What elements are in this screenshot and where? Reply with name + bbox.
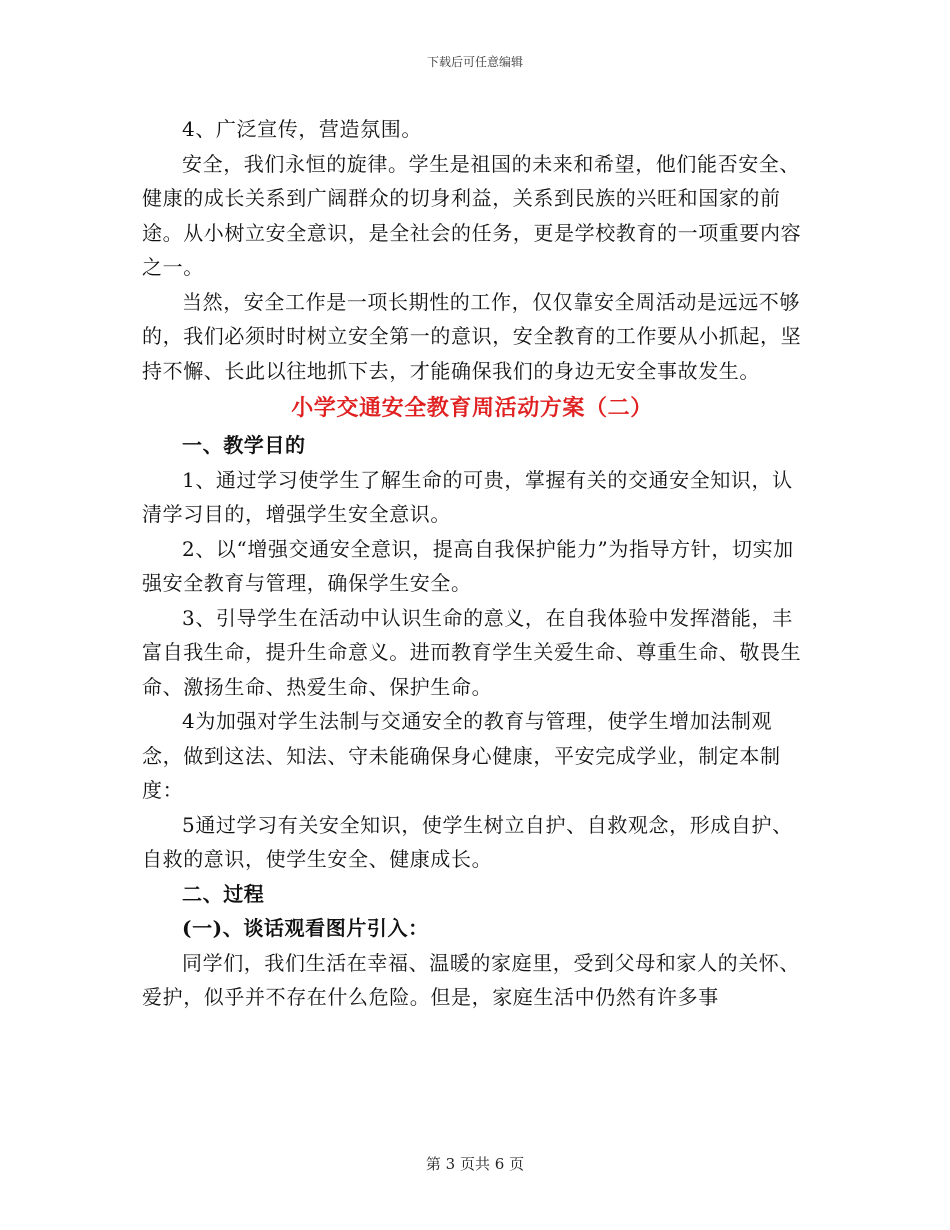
paragraph: 当然，安全工作是一项长期性的工作，仅仅靠安全周活动是远远不够的，我们必须时时树立安全第一的意识，安全教育的工作要从小抓起，坚持不懈、长此以往地抓下去，才能确保我们的身边无安全事故发生。	[142, 289, 802, 383]
section-heading: 二、过程	[182, 881, 265, 906]
subsection-heading: (一)、谈话观看图片引入：	[182, 916, 429, 940]
paragraph: 5通过学习有关安全知识，使学生树立自护、自救观念，形成自护、自救的意识，使学生安全、健康成长。	[142, 812, 793, 871]
paragraph: 4、广泛宣传，营造氛围。	[182, 117, 422, 141]
section-title: 小学交通安全教育周活动方案（二）	[291, 395, 653, 421]
page-header: 下载后可任意编辑	[426, 55, 523, 69]
paragraph: 同学们，我们生活在幸福、温暖的家庭里，受到父母和家人的关怀、爱护，似乎并不存在什么危险。但是，家庭生活中仍然有许多事	[142, 950, 800, 1009]
document-body	[142, 112, 802, 1015]
page-number: 第 3 页共 6 页	[425, 1155, 525, 1173]
paragraph: 2、以“增强交通安全意识，提高自我保护能力”为指导方针，切实加强安全教育与管理，确保学生安全。	[142, 536, 794, 595]
paragraph: 安全，我们永恒的旋律。学生是祖国的未来和希望，他们能否安全、健康的成长关系到广阔群众的切身利益，关系到民族的兴旺和国家的前途。从小树立安全意识，是全社会的任务，更是学校教育的一项重要内容之一。	[142, 151, 802, 279]
paragraph: 1、通过学习使学生了解生命的可贵，掌握有关的交通安全知识，认清学习目的，增强学生安全意识。	[142, 467, 793, 526]
paragraph: 4为加强对学生法制与交通安全的教育与管理，使学生增加法制观念，做到这法、知法、守未能确保身心健康，平安完成学业，制定本制度：	[142, 709, 781, 802]
paragraph: 3、引导学生在活动中认识生命的意义，在自我体验中发挥潜能，丰富自我生命，提升生命意义。进而教育学生关爱生命、尊重生命、敬畏生命、激扬生命、热爱生命、保护生命。	[142, 605, 802, 699]
section-heading: 一、教学目的	[182, 433, 306, 457]
